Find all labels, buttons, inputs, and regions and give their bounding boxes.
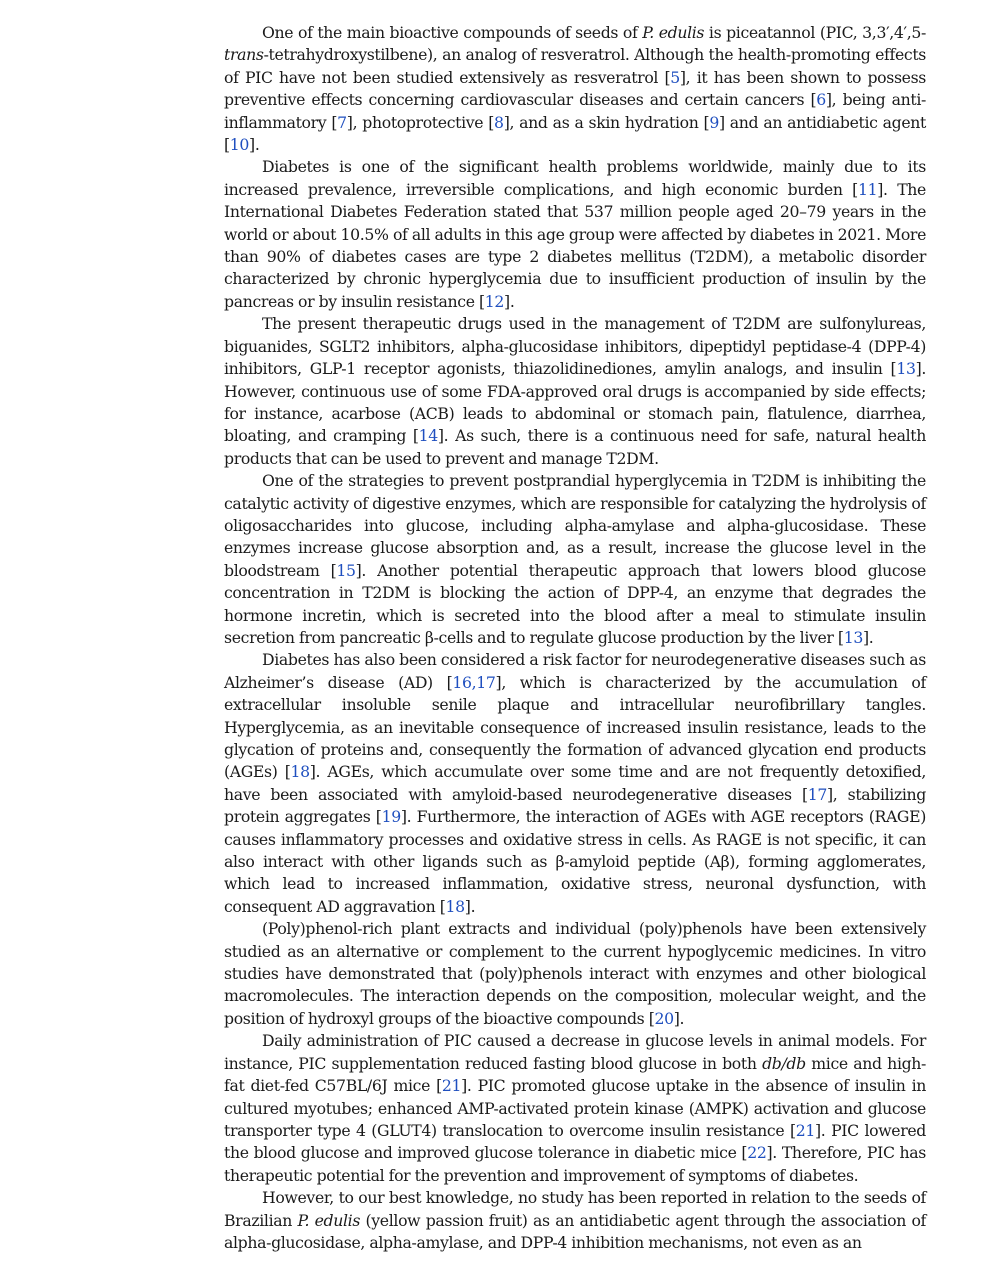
citation-link[interactable]: 14 (418, 426, 438, 446)
text-run: ]. However, continuous use of some FDA-approved oral drugs is accompanied by side effects; for instance, acarbose (ACB) leads to abdominal or stomach pain, flatulence, diarrhea, bloating, and cramping [ (224, 359, 926, 446)
citation-link[interactable]: 9 (709, 112, 719, 132)
paragraph-diabetes-prevalence (224, 156, 926, 313)
text-run: Diabetes is one of the significant health problems worldwide, mainly due to its increased prevalence, irreversible complications, and high economic burden [ (224, 157, 926, 199)
citation-link[interactable]: 15 (336, 560, 356, 580)
citation-link[interactable]: 11 (857, 179, 878, 199)
paragraph-piceatannol (224, 22, 926, 156)
text-run: The present therapeutic drugs used in the management of T2DM are sulfonylureas, biguanides, SGLT2 inhibitors, alpha-glucosidase inhibitors, dipeptidyl peptidase-4 (DPP-4) inhibitors, GLP-1 receptor agonists, thiazolidinediones, amylin analogs, and insulin [ (224, 314, 926, 379)
text-run: ]. Furthermore, the interaction of AGEs with AGE receptors (RAGE) causes inflammatory processes and oxidative stress in cells. As RAGE is not specific, it can also interact with other ligands such as β-amyloid peptide (Aβ), forming agglomerates, which lead to increased inflammation, oxidative stress, neuronal dysfunction, with consequent AD aggravation [ (224, 807, 926, 916)
text-run: ]. PIC promoted glucose uptake in the absence of insulin in cultured myotubes; enhanced AMP-activated protein kinase (AMPK) activation and glucose transporter type 4 (GLUT4) translocation to overcome insulin resistance [ (224, 1076, 926, 1140)
citation-link[interactable]: 8 (494, 112, 504, 132)
text-run: ], being anti-inflammatory [ (224, 90, 926, 132)
citation-link[interactable]: 16,17 (452, 672, 496, 692)
text-run: ], which is characterized by the accumulation of extracellular insoluble senile plaque and intracellular neurofibrillary tangles. Hyperglycemia, as an inevitable consequence of increased insulin resistance, leads to the glycation of proteins and, consequently the formation of advanced glycation end products (AGEs) [ (224, 672, 926, 782)
italic-text: P. edulis (297, 1210, 361, 1230)
italic-text: P. edulis (642, 23, 705, 42)
citation-link[interactable]: 7 (337, 112, 347, 132)
text-run: ]. (249, 135, 260, 155)
text-run: ]. AGEs, which accumulate over some time and are not frequently detoxified, have been associated with amyloid-based neurodegenerative diseases [ (224, 762, 926, 804)
citation-link[interactable]: 13 (896, 359, 916, 379)
citation-link[interactable]: 10 (229, 135, 250, 155)
text-run: ]. Another potential therapeutic approach that lowers blood glucose concentration in T2DM is blocking the action of DPP-4, an enzyme that degrades the hormone incretin, which is secreted into the blood after a meal to stimulate insulin secretion from pancreatic β-cells and to regulate glucose production by the liver [ (224, 560, 926, 647)
text-run: (Poly)phenol-rich plant extracts and individual (poly)phenols have been extensively studied as an alternative or complement to the current hypoglycemic medicines. In vitro studies have demonstrated that (poly)phenols interact with enzymes and other biological macromolecules. The interaction depends on the composition, molecular weight, and the position of hydroxyl groups of the bioactive compounds [ (224, 919, 926, 1028)
article-body (224, 22, 926, 1254)
text-run: Diabetes has also been considered a risk factor for neurodegenerative diseases such as Alzheimer’s disease (AD) [ (224, 650, 926, 692)
citation-link[interactable]: 5 (670, 67, 680, 87)
text-run: ]. (673, 1008, 685, 1028)
text-run: ]. The International Diabetes Federation stated that 537 million people aged 20–79 years in the world or about 10.5% of all adults in this age group were affected by diabetes in 2021. More than 90% of diabetes cases are type 2 diabetes mellitus (T2DM), a metabolic disorder characterized by chronic hyperglycemia due to insufficient production of insulin by the pancreas or by insulin resistance [ (224, 179, 926, 311)
citation-link[interactable]: 20 (654, 1008, 674, 1028)
text-run: mice and high-fat diet-fed C57BL/6J mice [ (224, 1053, 927, 1096)
paragraph-pic-animal-models (224, 1030, 926, 1187)
citation-link[interactable]: 21 (795, 1120, 815, 1140)
text-run: ], it has been shown to possess preventive effects concerning cardiovascular diseases and certain cancers [ (224, 67, 926, 110)
text-run: ], photoprotective [ (346, 112, 495, 132)
citation-link[interactable]: 18 (290, 762, 310, 782)
paragraph-neurodegenerative (224, 649, 926, 918)
text-run: One of the strategies to prevent postprandial hyperglycemia in T2DM is inhibiting the catalytic activity of digestive enzymes, which are responsible for catalyzing the hydrolysis of oligosaccharides into glucose, including alpha-amylase and alpha-glucosidase. These enzymes increase glucose absorption and, as a result, increase the glucose level in the bloodstream [ (224, 471, 926, 580)
text-run: ]. Therefore, PIC has therapeutic potential for the prevention and improvement of symptoms of diabetes. (224, 1143, 927, 1185)
citation-link[interactable]: 19 (381, 807, 401, 827)
italic-text: db/db (762, 1053, 806, 1073)
citation-link[interactable]: 21 (441, 1076, 462, 1096)
text-run: ]. (504, 291, 515, 311)
citation-link[interactable]: 18 (445, 896, 465, 916)
text-run: Daily administration of PIC caused a decrease in glucose levels in animal models. For instance, PIC supplementation reduced fasting blood glucose in both (224, 1031, 926, 1073)
paragraph-polyphenols (224, 918, 926, 1030)
paragraph-research-gap (224, 1187, 926, 1254)
text-run: ], and as a skin hydration [ (503, 112, 710, 132)
text-run: ], stabilizing protein aggregates [ (224, 784, 926, 827)
citation-link[interactable]: 12 (484, 291, 505, 311)
citation-link[interactable]: 13 (843, 627, 863, 647)
text-run: (yellow passion fruit) as an antidiabetic agent through the association of alpha-glucosidase, alpha-amylase, and DPP-4 inhibition mechanisms, not even as an (224, 1210, 926, 1252)
citation-link[interactable]: 22 (747, 1143, 767, 1163)
citation-link[interactable]: 17 (807, 784, 827, 804)
paragraph-therapeutic-drugs (224, 313, 926, 470)
citation-link[interactable]: 6 (816, 90, 826, 110)
text-run: One of the main bioactive compounds of seeds of (262, 23, 643, 42)
text-run: However, to our best knowledge, no study has been reported in relation to the seeds of Brazilian (224, 1188, 926, 1230)
text-run: -tetrahydroxystilbene), an analog of resveratrol. Although the health-promoting effects of PIC have not been studied extensively as resveratrol [ (224, 45, 926, 87)
text-run: ] and an antidiabetic agent [ (224, 112, 926, 155)
text-run: ]. As such, there is a continuous need for safe, natural health products that can be used to prevent and manage T2DM. (224, 426, 926, 468)
italic-text: trans (224, 45, 264, 65)
text-run: ]. PIC lowered the blood glucose and improved glucose tolerance in diabetic mice [ (224, 1120, 926, 1163)
paragraph-enzyme-inhibition (224, 470, 926, 649)
text-run: ]. (862, 627, 874, 647)
text-run: is piceatannol (PIC, 3,3′,4′,5- (704, 23, 926, 42)
text-run: ]. (464, 896, 476, 916)
